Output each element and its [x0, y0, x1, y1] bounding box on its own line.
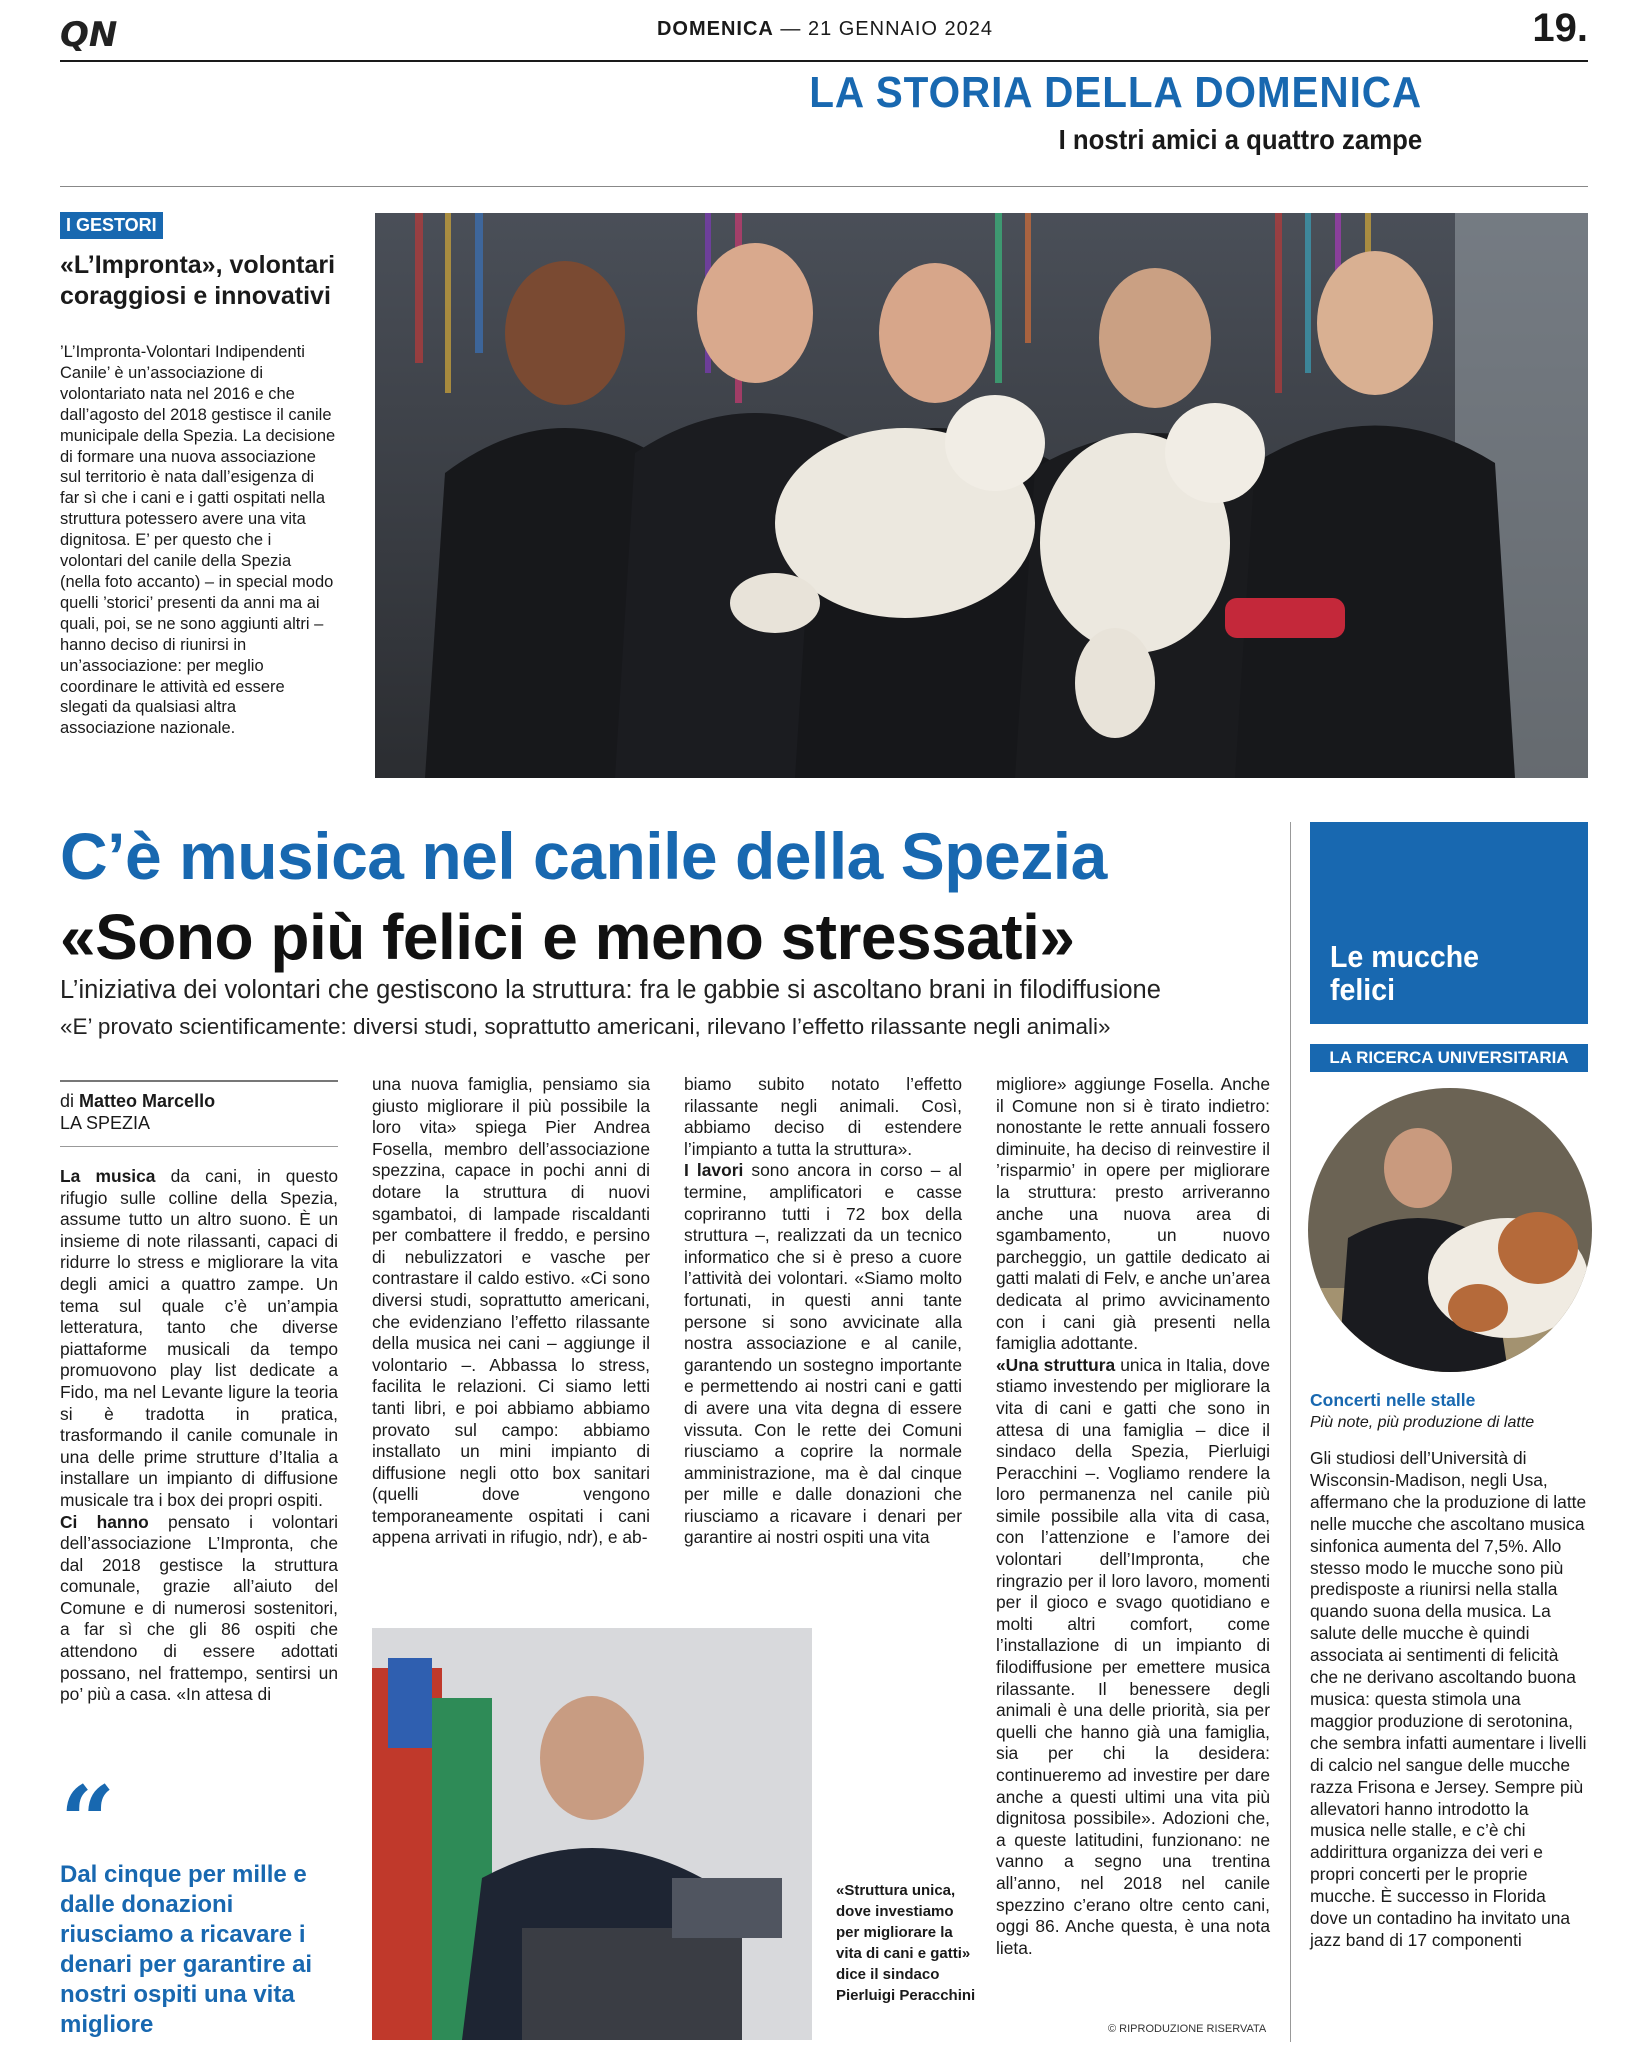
header-rule: [60, 60, 1588, 62]
mayor-photo: [372, 1628, 812, 2040]
sidebar-title-line-2: felici: [1330, 972, 1396, 1007]
copyright-note: © RIPRODUZIONE RISERVATA: [1108, 2023, 1267, 2035]
author-name: Matteo Marcello: [79, 1091, 216, 1111]
date-text: — 21 GENNAIO 2024: [780, 18, 994, 40]
section-title: LA STORIA DELLA DOMENICA: [809, 68, 1422, 117]
logo-text: QN: [60, 15, 118, 52]
col4-paragraph-2: unica in Italia, dove stiamo investendo per migliorare la vita di cani e gatti che sono in attesa di una famiglia – dice il sindaco della Spezia, Pierluigi Peracchini –. Vogliamo rendere la loro permanenza nel canile più simile possibile alla vita di casa, con l’attenzione e l’amore dei volontari dell’Impronta, che ringrazio per il loro lavoro, momenti per il gioco e svago quotidiano e molti altri comfort, come l’installazione di un impianto di filodiffusione per emettere musica rilassante. Il benessere degli animali è una delle priorità, sia per quelli che hanno già una famiglia, sia per chi la desidera: continueremo ad investire per dare anche a questi ultimi una vita più dignitosa possibile». Adozioni che, a queste latitudini, funzionano: ne vanno a segno una trentina all’anno, nel 2018 nel canile spezzino c’erano oltre cento cani, oggi 86. Anche questa, è una nota lieta.: [996, 1354, 1270, 1958]
dateline: [0, 18, 1650, 41]
article-column-1: [60, 1166, 338, 1706]
col2-paragraph-1: una nuova famiglia, pensiamo sia giusto migliorare il più possibile la loro vita» spiega Pier Andrea Fosella, membro dell’associazione spezzina, capace in pochi anni di dotare la struttura di nuovi sgambatoi, di lampade riscaldanti per combattere il freddo, e persino di nebulizzatori e vasche per contrastare il caldo estivo. «Ci sono diversi studi, soprattutto americani, che evidenziano l’effetto rilassante della musica nei cani – aggiunge il volontario –. Abbassa lo stress, facilita le relazioni. Ci siamo letti tanti libri, e poi abbiamo abbiamo provato sul campo: abbiamo installato un mini impianto di diffusione negli otto box sanitari (quelli dove vengono temporaneamente ospitati i cani appena arrivati in rifugio, ndr), e ab-: [372, 1074, 650, 1548]
quote-mark-icon: “: [60, 1765, 116, 1878]
col1-paragraph-1: da cani, in questo rifugio sulle colline della Spezia, assume tutto un altro suono. È un insieme di note rilassanti, capaci di ridurre lo stress e migliorare la vita degli amici a quattro zampe. Un tema sul quale c’è un’ampia letteratura, tanto che diverse piattaforme musicali da tempo promuovono play list dedicate a Fido, ma nel Levante ligure la teoria si è tradotta in pratica, trasformando il canile comunale in una delle prime strutture d’Italia a installare un impianto di diffusione musicale tra i box dei propri ospiti.: [60, 1166, 339, 1510]
sidebar-body: Gli studiosi dell’Università di Wisconsin-Madison, negli Usa, affermano che la produzione di latte nelle mucche che ascoltano musica sinfonica aumenta del 7,5%. Allo stesso modo le mucche sono più predisposte a riunirsi nella stalla quando suona della musica. La salute delle mucche è quindi associata ai sentimenti di felicità che ne derivano ascoltando buona musica: questa stimola una maggior produzione di serotonina, che sembra infatti aumentare i livelli di calcio nel sangue delle mucche razza Frisona e Jersey. Sempre più allevatori hanno introdotto la musica nelle stalle, e c’è chi addirittura organizza dei veri e propri concerti per le proprie mucche. È successo in Florida dove un contadino ha invitato una jazz band di 17 componenti: [1310, 1448, 1587, 1950]
gestori-tag: I GESTORI: [60, 212, 163, 239]
col3-paragraph-1: biamo subito notato l’effetto rilassante negli animali. Così, abbiamo deciso di estendere l’impianto a tutta la struttura».: [684, 1074, 962, 1159]
article-column-4: [996, 1074, 1270, 1959]
page-number: 19.: [1532, 6, 1588, 50]
article-column-2: [372, 1074, 650, 1549]
byline-location: LA SPEZIA: [60, 1113, 151, 1133]
lead-la-musica: La musica: [60, 1166, 156, 1186]
section-rule: [60, 186, 1588, 187]
sidebar-tag: LA RICERCA UNIVERSITARIA: [1310, 1044, 1588, 1072]
sidebar-subtitle: Più note, più produzione di latte: [1310, 1414, 1535, 1431]
article-column-3: [684, 1074, 962, 1549]
headline-main: C’è musica nel canile della Spezia: [60, 819, 1107, 893]
lead-una-struttura: «Una struttura: [996, 1354, 1116, 1375]
byline-rule: [60, 1080, 338, 1082]
byline-rule-bottom: [60, 1146, 338, 1147]
section-subtitle: I nostri amici a quattro zampe: [1058, 124, 1422, 155]
pull-quote: Dal cinque per mille e dalle donazioni riusciamo a ricavare i denari per garantire ai nostri ospiti una vita migliore: [60, 1861, 313, 2038]
lead-i-lavori: I lavori: [684, 1160, 744, 1181]
col3-paragraph-2: sono ancora in corso – al termine, amplificatori e casse copriranno tutti i 72 box della struttura –, realizzati da un tecnico informatico che si è preso a cuore l’attività dei volontari. «Siamo molto fortunati, in questi anni tante persone si sono avvicinate alla nostra associazione e al canile, garantendo un sostegno importante e permettendo ai nostri cani e gatti di avere una vita degna di essere vissuta. Con le rette dei Comuni riusciamo a coprire la normale amministrazione, ma è dal cinque per mille e dalle donazioni che riusciamo a ricavare i denari per garantire ai nostri ospiti una vita: [684, 1160, 962, 1548]
lead-ci-hanno: Ci hanno: [60, 1511, 149, 1532]
deck-line-1: L’iniziativa dei volontari che gestiscono la struttura: fra le gabbie si ascoltano brani in filodiffusione: [60, 976, 1161, 1004]
headline-quote: «Sono più felici e meno stressati»: [60, 901, 1075, 973]
mayor-photo-caption: «Struttura unica, dove investiamo per migliorare la vita di cani e gatti» dice il sindaco Pierluigi Peracchini: [836, 1882, 976, 2004]
sidebar-subhead: Concerti nelle stalle: [1310, 1390, 1476, 1410]
col1-paragraph-2: pensato i volontari dell’associazione L’Impronta, che dal 2018 gestisce la struttura comunale, grazie all’aiuto del Comune e di numerosi sostenitori, a far sì che gli 86 ospiti che attendono di essere adottati possano, nel frattempo, sentirsi un po’ più a casa. «In attesa di: [60, 1511, 338, 1705]
gestori-headline: «L’Impronta», volontari coraggiosi e innovativi: [60, 251, 336, 310]
sidebar-title: [1330, 940, 1479, 1006]
byline-prefix: di: [60, 1091, 75, 1111]
col4-paragraph-1: migliore» aggiunge Fosella. Anche il Comune non si è tirato indietro: nonostante le rette annuali fossero diminuite, ha deciso di reinvestire il ’risparmio’ in opere per migliorare la struttura: presto arriveranno anche una nuova area di sgambamento, un nuovo parcheggio, un gattile dedicato ai gatti malati di Felv, e anche un’area dedicata al primo avvicinamento con i cani già presenti nella famiglia adottante.: [996, 1074, 1270, 1354]
volunteers-photo: [375, 213, 1588, 778]
sidebar-title-line-1: Le mucche: [1330, 939, 1479, 974]
sidebar-divider: [1290, 822, 1291, 2042]
deck-line-2: «E’ provato scientificamente: diversi studi, soprattutto americani, rilevano l’effetto rilassante negli animali»: [60, 1014, 1111, 1039]
gestori-body: ’L’Impronta-Volontari Indipendenti Canile’ è un’associazione di volontariato nata nel 2016 e che dall’agosto del 2018 gestisce il canile municipale della Spezia. La decisione di formare una nuova associazione sul territorio è nata dall’esigenza di far sì che i cani e i gatti ospitati nella struttura potessero avere una vita dignitosa. E’ per questo che i volontari del canile della Spezia (nella foto accanto) – in special modo quelli ’storici’ presenti da anni ma ai quali, poi, se ne sono aggiunti altri – hanno deciso di riunirsi in un’associazione: per meglio coordinare le attività ed essere slegati da qualsiasi altra associazione nazionale.: [60, 343, 336, 738]
date-day: DOMENICA: [656, 18, 774, 40]
farmer-cow-photo: [1308, 1088, 1592, 1372]
byline: [60, 1090, 215, 1134]
